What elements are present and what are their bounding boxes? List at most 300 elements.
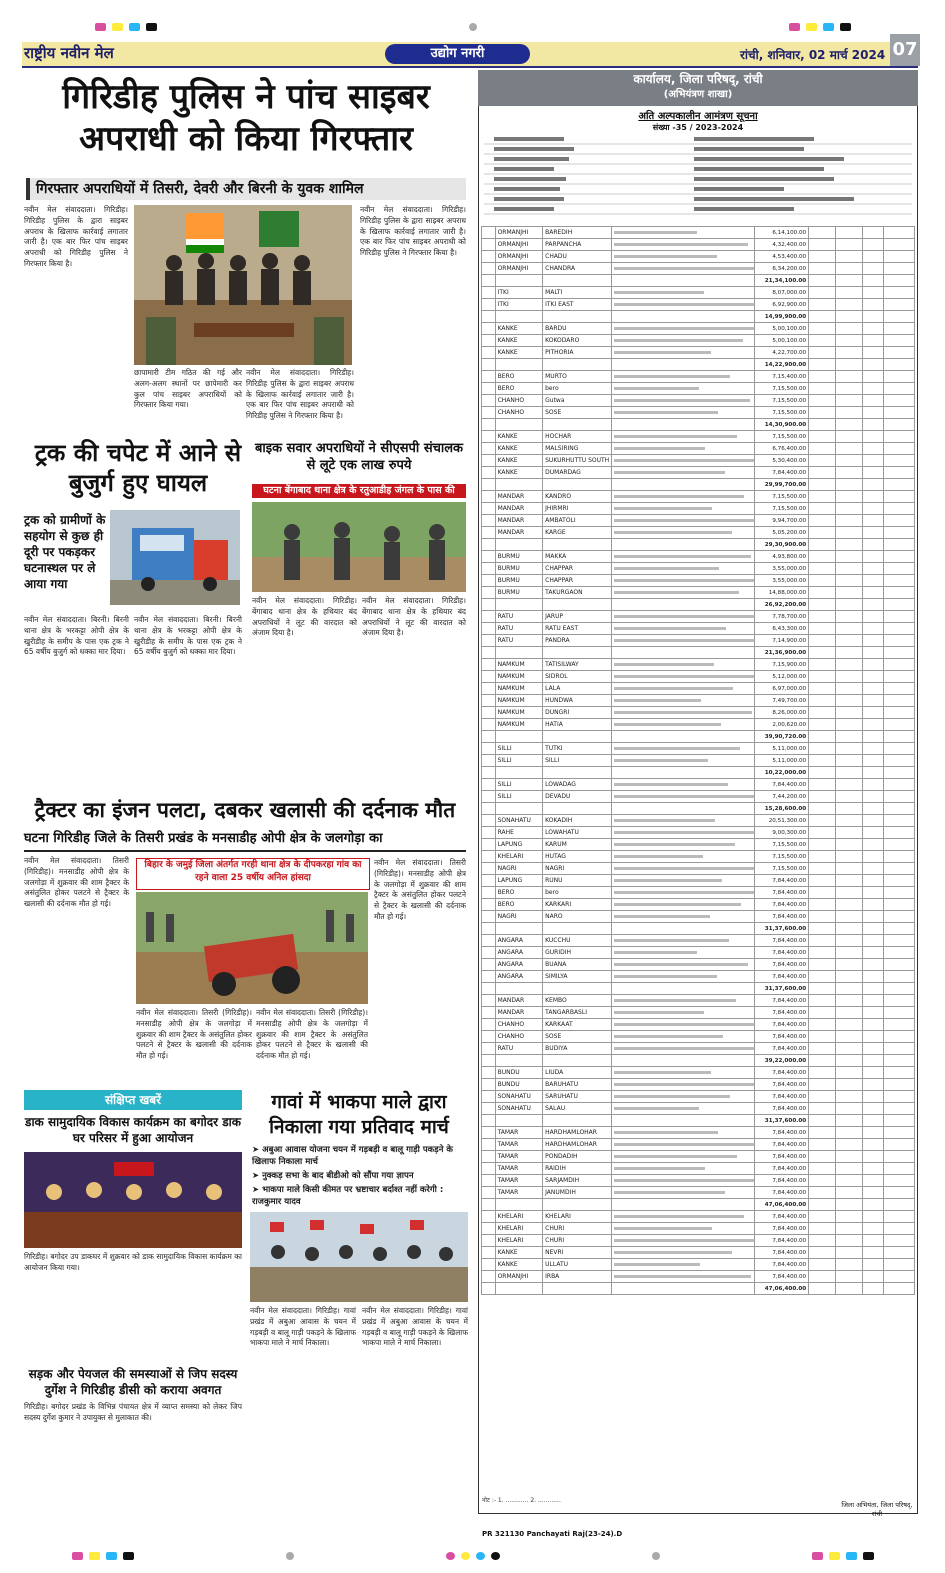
remark-cell xyxy=(884,1163,915,1175)
block-cell: SILLI xyxy=(495,743,543,755)
fee-cell xyxy=(836,827,863,839)
scheme-cell xyxy=(612,635,755,647)
remark-cell xyxy=(884,539,915,551)
amount-cell: 3,55,000.00 xyxy=(755,563,809,575)
deposit-cell xyxy=(809,383,836,395)
sn-cell xyxy=(482,1199,496,1211)
remark-cell xyxy=(884,359,915,371)
block-cell xyxy=(495,479,543,491)
panchayat-cell: TATISILWAY xyxy=(543,659,612,671)
block-cell: ANGARA xyxy=(495,935,543,947)
panchayat-cell: PONDADIH xyxy=(543,1151,612,1163)
fee-cell xyxy=(836,935,863,947)
sn-cell xyxy=(482,1103,496,1115)
amount-cell: 7,84,400.00 xyxy=(755,947,809,959)
amount-cell: 14,30,900.00 xyxy=(755,419,809,431)
fee-cell xyxy=(836,959,863,971)
fee-cell xyxy=(836,695,863,707)
amount-cell: 7,84,400.00 xyxy=(755,1211,809,1223)
remark-cell xyxy=(884,743,915,755)
remark-cell xyxy=(884,1211,915,1223)
time-cell xyxy=(863,1235,884,1247)
fee-cell xyxy=(836,767,863,779)
time-cell xyxy=(863,1283,884,1295)
block-cell: LAPUNG xyxy=(495,875,543,887)
sn-cell xyxy=(482,779,496,791)
panchayat-cell xyxy=(543,731,612,743)
time-cell xyxy=(863,767,884,779)
notice-row xyxy=(482,263,915,275)
scheme-cell xyxy=(612,359,755,371)
block-cell: BERO xyxy=(495,383,543,395)
amount-cell: 7,84,400.00 xyxy=(755,1151,809,1163)
deposit-cell xyxy=(809,719,836,731)
panchayat-cell: DUMARDAG xyxy=(543,467,612,479)
sn-cell xyxy=(482,887,496,899)
time-cell xyxy=(863,659,884,671)
deposit-cell xyxy=(809,275,836,287)
panchayat-cell: DUNGRI xyxy=(543,707,612,719)
notice-office-header xyxy=(478,70,918,106)
sn-cell xyxy=(482,443,496,455)
block-cell: KHELARI xyxy=(495,1235,543,1247)
scheme-cell xyxy=(612,395,755,407)
remark-cell xyxy=(884,707,915,719)
amount-cell: 7,84,400.00 xyxy=(755,935,809,947)
notice-office-sub: (अभियंत्रण शाखा) xyxy=(663,89,733,100)
remark-cell xyxy=(884,263,915,275)
remark-cell xyxy=(884,1259,915,1271)
sn-cell xyxy=(482,383,496,395)
sn-cell xyxy=(482,599,496,611)
sn-cell xyxy=(482,539,496,551)
block-cell: TAMAR xyxy=(495,1139,543,1151)
notice-row xyxy=(482,803,915,815)
remark-cell xyxy=(884,779,915,791)
sn-cell xyxy=(482,1259,496,1271)
notice-footer-right: जिला अभियंता, जिला परिषद्, रांची xyxy=(841,1501,913,1518)
fee-cell xyxy=(836,503,863,515)
panchayat-cell: HATIA xyxy=(543,719,612,731)
fee-cell xyxy=(836,371,863,383)
amount-cell: 7,84,400.00 xyxy=(755,911,809,923)
amount-cell: 7,84,400.00 xyxy=(755,1139,809,1151)
panchayat-cell: BUANA xyxy=(543,959,612,971)
scheme-cell xyxy=(612,1259,755,1271)
amount-cell: 47,06,400.00 xyxy=(755,1283,809,1295)
sn-cell xyxy=(482,1091,496,1103)
panchayat-cell: BARUHATU xyxy=(543,1079,612,1091)
tractor-subheadline: घटना गिरिडीह जिले के तिसरी प्रखंड के मनसाडीह ओपी क्षेत्र के जलगोड़ा का xyxy=(24,828,466,852)
deposit-cell xyxy=(809,791,836,803)
time-cell xyxy=(863,935,884,947)
scheme-cell xyxy=(612,1043,755,1055)
notice-row xyxy=(482,671,915,683)
block-cell: TAMAR xyxy=(495,1151,543,1163)
remark-cell xyxy=(884,563,915,575)
deposit-cell xyxy=(809,875,836,887)
amount-cell: 15,28,600.00 xyxy=(755,803,809,815)
scheme-cell xyxy=(612,443,755,455)
sn-cell xyxy=(482,515,496,527)
panchayat-cell: KUCCHU xyxy=(543,935,612,947)
time-cell xyxy=(863,539,884,551)
brief2-headline: सड़क और पेयजल की समस्याओं से जिप सदस्य दुर्गेश ने गिरिडीह डीसी को कराया अवगत xyxy=(28,1367,238,1397)
amount-cell: 47,06,400.00 xyxy=(755,1199,809,1211)
panchayat-cell xyxy=(543,1055,612,1067)
remark-cell xyxy=(884,383,915,395)
notice-row xyxy=(482,995,915,1007)
deposit-cell xyxy=(809,371,836,383)
panchayat-cell: SALAU xyxy=(543,1103,612,1115)
fee-cell xyxy=(836,1067,863,1079)
deposit-cell xyxy=(809,995,836,1007)
scheme-cell xyxy=(612,695,755,707)
time-cell xyxy=(863,467,884,479)
remark-cell xyxy=(884,395,915,407)
scheme-cell xyxy=(612,959,755,971)
block-cell: MANDAR xyxy=(495,995,543,1007)
amount-cell: 7,84,400.00 xyxy=(755,971,809,983)
notice-row xyxy=(482,1211,915,1223)
remark-cell xyxy=(884,695,915,707)
deposit-cell xyxy=(809,947,836,959)
fee-cell xyxy=(836,875,863,887)
panchayat-cell: HOCHAR xyxy=(543,431,612,443)
fee-cell xyxy=(836,755,863,767)
scheme-cell xyxy=(612,347,755,359)
fee-cell xyxy=(836,287,863,299)
notice-row xyxy=(482,1259,915,1271)
remark-cell xyxy=(884,515,915,527)
panchayat-cell: MALTI xyxy=(543,287,612,299)
cpiml-headline: गावां में भाकपा माले द्वारा निकाला गया प्रतिवाद मार्च xyxy=(269,1091,449,1138)
block-cell: ANGARA xyxy=(495,947,543,959)
panchayat-cell: NEVRI xyxy=(543,1247,612,1259)
notice-row xyxy=(482,743,915,755)
block-cell xyxy=(495,923,543,935)
block-cell xyxy=(495,539,543,551)
amount-cell: 5,11,000.00 xyxy=(755,755,809,767)
panchayat-cell: HARDHAMLOHAR xyxy=(543,1127,612,1139)
lead-text-col4: नवीन मेल संवाददाता। गिरिडीह। गिरिडीह पुलिस के द्वारा साइबर अपराध के खिलाफ कार्रवाई लगातार जारी है। एक बार फिर पांच साइबर अपराधी को गिरिडीह पुलिस ने गिरफ्तार किया है। xyxy=(360,205,466,258)
fee-cell xyxy=(836,779,863,791)
time-cell xyxy=(863,1223,884,1235)
remark-cell xyxy=(884,527,915,539)
notice-row xyxy=(482,371,915,383)
amount-cell: 7,78,700.00 xyxy=(755,611,809,623)
scheme-cell xyxy=(612,683,755,695)
notice-row xyxy=(482,395,915,407)
block-cell: BUNDU xyxy=(495,1067,543,1079)
deposit-cell xyxy=(809,515,836,527)
deposit-cell xyxy=(809,887,836,899)
panchayat-cell xyxy=(543,539,612,551)
time-cell xyxy=(863,419,884,431)
sn-cell xyxy=(482,347,496,359)
brief1-text: गिरिडीह। बगोदर उप डाकघर में शुक्रवार को डाक सामुदायिक विकास कार्यक्रम का आयोजन किया गया। xyxy=(24,1252,242,1272)
amount-cell: 7,84,400.00 xyxy=(755,1031,809,1043)
deposit-cell xyxy=(809,971,836,983)
panchayat-cell: ULLATU xyxy=(543,1259,612,1271)
panchayat-cell: bero xyxy=(543,887,612,899)
amount-cell: 31,37,600.00 xyxy=(755,923,809,935)
sn-cell xyxy=(482,899,496,911)
sn-cell xyxy=(482,1247,496,1259)
block-cell: BUNDU xyxy=(495,1079,543,1091)
scheme-cell xyxy=(612,719,755,731)
time-cell xyxy=(863,959,884,971)
block-cell: SILLI xyxy=(495,779,543,791)
fee-cell xyxy=(836,623,863,635)
deposit-cell xyxy=(809,623,836,635)
deposit-cell xyxy=(809,479,836,491)
amount-cell: 7,84,400.00 xyxy=(755,875,809,887)
deposit-cell xyxy=(809,1211,836,1223)
amount-cell: 5,11,000.00 xyxy=(755,743,809,755)
remark-cell xyxy=(884,803,915,815)
notice-row xyxy=(482,863,915,875)
sn-cell xyxy=(482,491,496,503)
deposit-cell xyxy=(809,983,836,995)
panchayat-cell: KARGE xyxy=(543,527,612,539)
remark-cell xyxy=(884,1103,915,1115)
amount-cell: 39,22,000.00 xyxy=(755,1055,809,1067)
fee-cell xyxy=(836,515,863,527)
deposit-cell xyxy=(809,1043,836,1055)
remark-cell xyxy=(884,407,915,419)
panchayat-cell: KARKARI xyxy=(543,899,612,911)
fee-cell xyxy=(836,707,863,719)
deposit-cell xyxy=(809,1271,836,1283)
time-cell xyxy=(863,335,884,347)
time-cell xyxy=(863,923,884,935)
bike-photo xyxy=(252,502,466,592)
notice-row xyxy=(482,527,915,539)
notice-footnote: नोट :- 1. ............ 2. ............ xyxy=(482,1497,561,1504)
deposit-cell xyxy=(809,731,836,743)
remark-cell xyxy=(884,1091,915,1103)
notice-row xyxy=(482,443,915,455)
amount-cell: 9,00,300.00 xyxy=(755,827,809,839)
amount-cell: 7,15,500.00 xyxy=(755,383,809,395)
notice-row xyxy=(482,1151,915,1163)
remark-cell xyxy=(884,755,915,767)
sn-cell xyxy=(482,803,496,815)
tractor-text-col4: नवीन मेल संवाददाता। तिसरी (गिरिडीह)। मनसाडीह ओपी क्षेत्र के जलगोड़ा में शुक्रवार की शाम ट्रैक्टर के असंतुलित होकर पलटने से ट्रैक्टर के खलासी की दर्दनाक मौत हो गई। xyxy=(374,858,466,921)
notice-row xyxy=(482,1091,915,1103)
amount-cell: 20,51,300.00 xyxy=(755,815,809,827)
block-cell: RATU xyxy=(495,623,543,635)
deposit-cell xyxy=(809,827,836,839)
amount-cell: 6,76,400.00 xyxy=(755,443,809,455)
amount-cell: 7,84,400.00 xyxy=(755,959,809,971)
time-cell xyxy=(863,455,884,467)
fee-cell xyxy=(836,539,863,551)
notice-row xyxy=(482,959,915,971)
scheme-cell xyxy=(612,995,755,1007)
amount-cell: 7,84,400.00 xyxy=(755,887,809,899)
remark-cell xyxy=(884,1187,915,1199)
block-cell: BERO xyxy=(495,899,543,911)
remark-cell xyxy=(884,911,915,923)
sn-cell xyxy=(482,959,496,971)
scheme-cell xyxy=(612,563,755,575)
scheme-cell xyxy=(612,575,755,587)
scheme-cell xyxy=(612,659,755,671)
time-cell xyxy=(863,1031,884,1043)
time-cell xyxy=(863,515,884,527)
remark-cell xyxy=(884,863,915,875)
remark-cell xyxy=(884,311,915,323)
remark-cell xyxy=(884,587,915,599)
time-cell xyxy=(863,1247,884,1259)
notice-row xyxy=(482,335,915,347)
scheme-cell xyxy=(612,1151,755,1163)
remark-cell xyxy=(884,935,915,947)
sn-cell xyxy=(482,851,496,863)
panchayat-cell: MALSIRING xyxy=(543,443,612,455)
sn-cell xyxy=(482,275,496,287)
deposit-cell xyxy=(809,443,836,455)
fee-cell xyxy=(836,659,863,671)
scheme-cell xyxy=(612,923,755,935)
cpiml-text-col2: नवीन मेल संवाददाता। गिरिडीह। गावां प्रखंड में अबुआ आवास के चयन में गड़बड़ी व बालू गाड़ी पकड़ने के खिलाफ भाकपा माले ने मार्च निकाला। xyxy=(362,1306,468,1348)
amount-cell: 5,05,200.00 xyxy=(755,527,809,539)
sn-cell xyxy=(482,263,496,275)
panchayat-cell xyxy=(543,599,612,611)
panchayat-cell: TUTKI xyxy=(543,743,612,755)
time-cell xyxy=(863,1007,884,1019)
lead-photo-caption: छापामारी टीम गठित की गई और अलग-अलग स्थानों पर छापेमारी कर कुल पांच साइबर अपराधियों को गिरफ्तार किया गया। xyxy=(134,368,242,410)
fee-cell xyxy=(836,1163,863,1175)
notice-row xyxy=(482,947,915,959)
fee-cell xyxy=(836,731,863,743)
block-cell xyxy=(495,599,543,611)
sn-cell xyxy=(482,827,496,839)
amount-cell: 7,14,900.00 xyxy=(755,635,809,647)
amount-cell: 7,84,400.00 xyxy=(755,1175,809,1187)
sn-cell xyxy=(482,551,496,563)
bike-text-col2: नवीन मेल संवाददाता। गिरिडीह। बेंगाबाद थाना क्षेत्र के हथियार बंद अपराधियों ने लूट की वारदात को अंजाम दिया है। xyxy=(362,596,466,638)
fee-cell xyxy=(836,1235,863,1247)
deposit-cell xyxy=(809,815,836,827)
fee-cell xyxy=(836,1055,863,1067)
panchayat-cell: LOWADAG xyxy=(543,779,612,791)
fee-cell xyxy=(836,1043,863,1055)
fee-cell xyxy=(836,995,863,1007)
block-cell: ORMANJHI xyxy=(495,263,543,275)
time-cell xyxy=(863,695,884,707)
fee-cell xyxy=(836,467,863,479)
fee-cell xyxy=(836,1175,863,1187)
scheme-cell xyxy=(612,1091,755,1103)
fee-cell xyxy=(836,803,863,815)
fee-cell xyxy=(836,1247,863,1259)
remark-cell xyxy=(884,599,915,611)
scheme-cell xyxy=(612,1223,755,1235)
time-cell xyxy=(863,479,884,491)
sn-cell xyxy=(482,1079,496,1091)
amount-cell: 7,84,400.00 xyxy=(755,1223,809,1235)
notice-title: अति अल्पकालीन आमंत्रण सूचना xyxy=(638,111,758,122)
scheme-cell xyxy=(612,875,755,887)
notice-row xyxy=(482,455,915,467)
deposit-cell xyxy=(809,1103,836,1115)
block-cell xyxy=(495,311,543,323)
block-cell: ORMANJHI xyxy=(495,239,543,251)
fee-cell xyxy=(836,227,863,239)
panchayat-cell: LOWAHATU xyxy=(543,827,612,839)
panchayat-cell xyxy=(543,1283,612,1295)
remark-cell xyxy=(884,1043,915,1055)
amount-cell: 5,12,000.00 xyxy=(755,671,809,683)
amount-cell: 7,15,500.00 xyxy=(755,503,809,515)
sn-cell xyxy=(482,647,496,659)
scheme-cell xyxy=(612,1139,755,1151)
notice-footer-left: PR 321130 Panchayati Raj(23-24).D xyxy=(482,1530,623,1538)
fee-cell xyxy=(836,743,863,755)
amount-cell: 7,84,400.00 xyxy=(755,1163,809,1175)
amount-cell: 7,84,400.00 xyxy=(755,1259,809,1271)
deposit-cell xyxy=(809,335,836,347)
deposit-cell xyxy=(809,1127,836,1139)
amount-cell: 4,93,800.00 xyxy=(755,551,809,563)
notice-row xyxy=(482,311,915,323)
cpiml-bullet-3: ➤ भाकपा माले किसी कीमत पर भ्रष्टाचार बर्दाश्त नहीं करेगी : राजकुमार यादव xyxy=(252,1185,444,1207)
notice-row xyxy=(482,479,915,491)
scheme-cell xyxy=(612,1055,755,1067)
sn-cell xyxy=(482,1067,496,1079)
panchayat-cell: PITHORIA xyxy=(543,347,612,359)
fee-cell xyxy=(836,395,863,407)
block-cell: KANKE xyxy=(495,347,543,359)
time-cell xyxy=(863,899,884,911)
fee-cell xyxy=(836,551,863,563)
sn-cell xyxy=(482,1151,496,1163)
amount-cell: 6,43,300.00 xyxy=(755,623,809,635)
panchayat-cell: KANDRO xyxy=(543,491,612,503)
notice-row xyxy=(482,287,915,299)
fee-cell xyxy=(836,1091,863,1103)
notice-row xyxy=(482,815,915,827)
notice-row xyxy=(482,1283,915,1295)
panchayat-cell xyxy=(543,419,612,431)
time-cell xyxy=(863,947,884,959)
block-cell: TAMAR xyxy=(495,1187,543,1199)
notice-row xyxy=(482,983,915,995)
sn-cell xyxy=(482,1031,496,1043)
amount-cell: 26,92,200.00 xyxy=(755,599,809,611)
remark-cell xyxy=(884,251,915,263)
remark-cell xyxy=(884,275,915,287)
amount-cell: 29,30,900.00 xyxy=(755,539,809,551)
time-cell xyxy=(863,611,884,623)
remark-cell xyxy=(884,995,915,1007)
amount-cell: 7,84,400.00 xyxy=(755,1187,809,1199)
sn-cell xyxy=(482,731,496,743)
scheme-cell xyxy=(612,911,755,923)
block-cell: BURMU xyxy=(495,575,543,587)
time-cell xyxy=(863,1091,884,1103)
deposit-cell xyxy=(809,599,836,611)
panchayat-cell: KARKAAT xyxy=(543,1019,612,1031)
panchayat-cell: SILLI xyxy=(543,755,612,767)
bottom-color-strip xyxy=(22,1552,923,1560)
fee-cell xyxy=(836,683,863,695)
remark-cell xyxy=(884,767,915,779)
scheme-cell xyxy=(612,335,755,347)
